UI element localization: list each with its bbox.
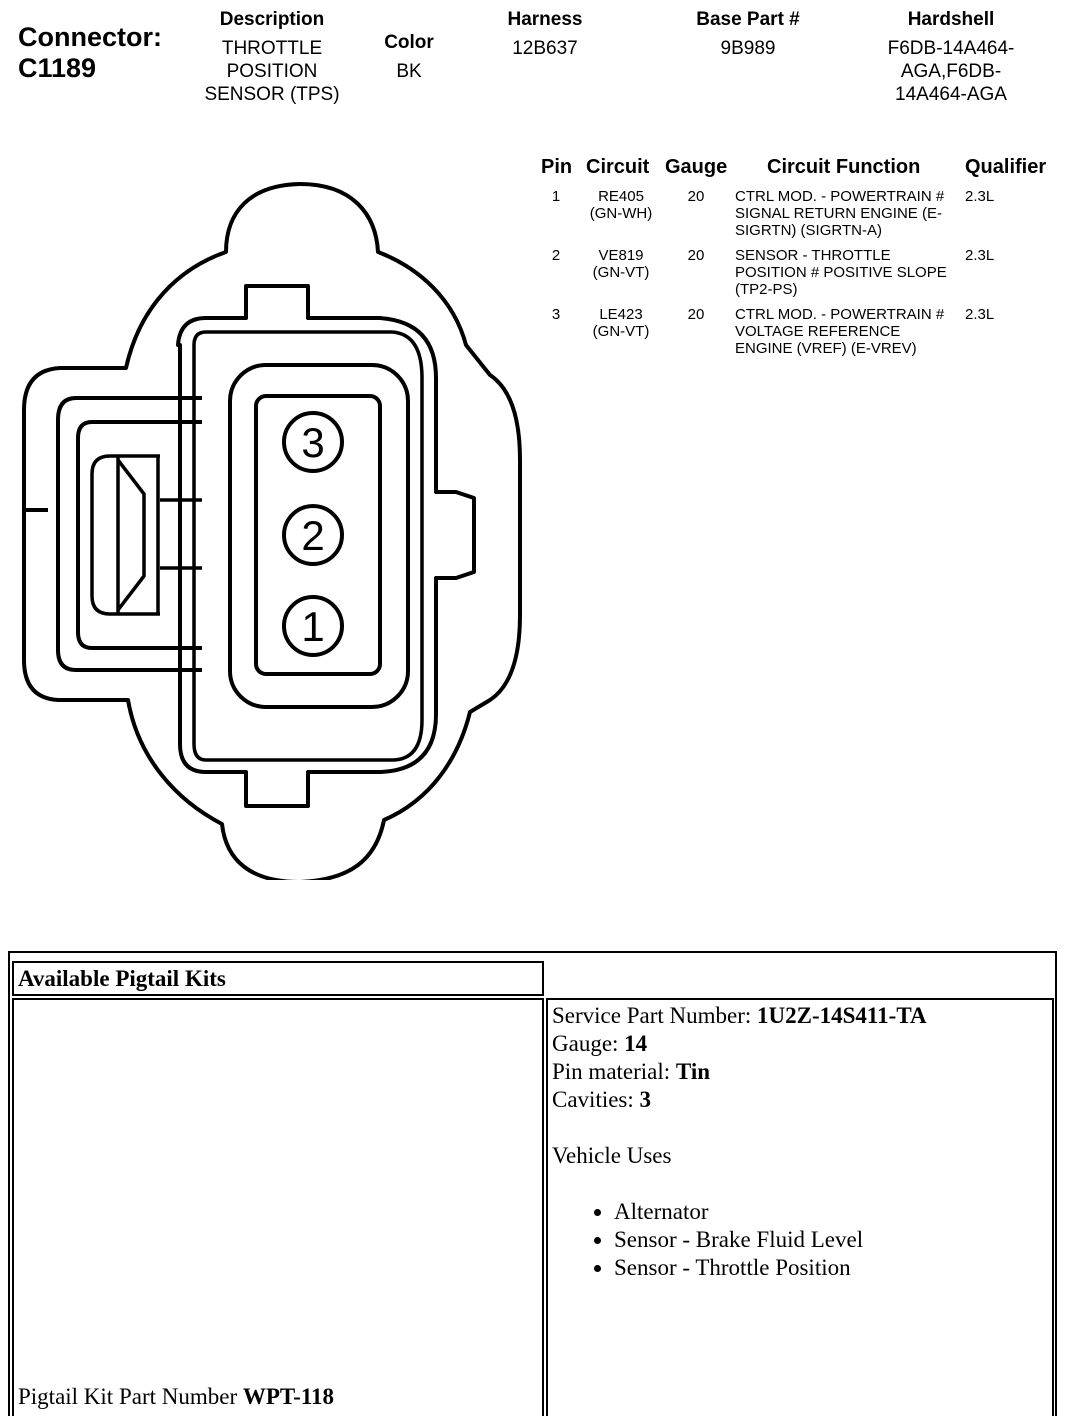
circuit-header: Circuit (586, 156, 650, 178)
base-part-header: Base Part # (696, 9, 800, 30)
function-line: (TP2-PS) (735, 281, 798, 298)
description-line: POSITION (226, 61, 318, 82)
description-line: THROTTLE (221, 38, 323, 59)
gauge-line (552, 1030, 1048, 1058)
pin-number: 3 (551, 306, 561, 323)
gauge-header: Gauge (665, 156, 728, 178)
harness-value: 12B637 (512, 38, 578, 59)
function-line: CTRL MOD. - POWERTRAIN # (735, 188, 945, 205)
hardshell-line: AGA,F6DB- (900, 61, 1002, 82)
qualifier-header: Qualifier (965, 156, 1047, 178)
description-line: SENSOR (TPS) (204, 84, 340, 105)
vehicle-use-item: • Sensor - Brake Fluid Level (614, 1226, 1048, 1254)
function-line: SIGNAL RETURN ENGINE (E- (735, 205, 942, 222)
function-line: SENSOR - THROTTLE (735, 247, 891, 264)
hardshell-line: F6DB-14A464- (887, 38, 1015, 59)
gauge-label: Gauge: (552, 1031, 619, 1056)
qualifier-cell: 2.3L (965, 188, 995, 205)
connector-id: C1189 (18, 53, 97, 83)
cavities-label: Cavities: (552, 1087, 634, 1112)
gauge-cell: 20 (687, 306, 705, 323)
circuit-id: RE405 (598, 188, 644, 205)
pigtail-kit-details (546, 998, 1054, 1416)
pin-label-2: 2 (301, 512, 325, 559)
pigtail-kit-image-cell (12, 998, 544, 1416)
function-cell (735, 188, 963, 239)
latch-tab (92, 456, 160, 614)
pin-row (536, 247, 1056, 298)
circuit-cell (576, 188, 666, 222)
circuit-cell (576, 247, 666, 281)
function-cell (735, 306, 963, 357)
kit-part-value: WPT-118 (242, 1384, 335, 1409)
cavities-line (552, 1086, 1048, 1114)
pin-material-line (552, 1058, 1048, 1086)
pin-header: Pin (541, 156, 573, 178)
circuit-cell (576, 306, 666, 340)
pin-label-1: 1 (301, 603, 325, 650)
pin-material-value: Tin (675, 1059, 711, 1084)
latch-ramp (118, 460, 144, 610)
circuit-id: VE819 (598, 247, 644, 264)
harness-column (480, 8, 610, 60)
circuit-id: LE423 (599, 306, 643, 323)
cavities-value: 3 (639, 1087, 652, 1112)
circuit-color: (GN-VT) (592, 323, 650, 340)
hardshell-line: 14A464-AGA (895, 84, 1007, 105)
pin-table (536, 156, 1056, 357)
circuit-color: (GN-WH) (589, 205, 653, 222)
gauge-value: 14 (624, 1031, 648, 1056)
color-column (364, 31, 454, 83)
description-column (182, 8, 362, 106)
vehicle-uses-label: Vehicle Uses (552, 1143, 672, 1168)
description-value (182, 37, 362, 106)
connector-face-diagram (0, 180, 530, 880)
kit-part-label: Pigtail Kit Part Number (18, 1384, 238, 1409)
function-line: CTRL MOD. - POWERTRAIN # (735, 306, 945, 323)
description-header: Description (219, 9, 325, 30)
service-part-value: 1U2Z-14S411-TA (757, 1003, 927, 1028)
function-line: VOLTAGE REFERENCE (735, 323, 901, 340)
pin-row (536, 306, 1056, 357)
hardshell-header: Hardshell (907, 9, 995, 30)
function-line: POSITION # POSITIVE SLOPE (735, 264, 947, 281)
pin-number: 1 (551, 188, 561, 205)
pin-row (536, 188, 1056, 239)
function-line: ENGINE (VREF) (E-VREV) (735, 340, 917, 357)
function-cell (735, 247, 963, 298)
gauge-cell: 20 (687, 188, 705, 205)
pigtail-kit-part-number (18, 1384, 334, 1410)
pigtail-kits-title: Available Pigtail Kits (12, 961, 544, 996)
vehicle-use-item: • Sensor - Throttle Position (614, 1254, 1048, 1282)
gauge-cell: 20 (687, 247, 705, 264)
base-part-column (673, 8, 823, 60)
connector-label: Connector: (18, 22, 162, 52)
circuit-color: (GN-VT) (592, 264, 650, 281)
color-header: Color (384, 32, 434, 53)
connector-title (18, 22, 162, 84)
pin-material-label: Pin material: (552, 1059, 671, 1084)
hardshell-value (864, 37, 1038, 106)
service-part-line (552, 1002, 1048, 1030)
function-header: Circuit Function (767, 156, 921, 178)
connector-outer-outline (24, 184, 520, 880)
pin-table-header (536, 156, 1056, 180)
vehicle-uses-list (552, 1198, 1048, 1282)
qualifier-cell: 2.3L (965, 247, 995, 264)
qualifier-cell: 2.3L (965, 306, 995, 323)
base-part-value: 9B989 (720, 38, 776, 59)
pin-number: 2 (551, 247, 561, 264)
vehicle-use-item: • Alternator (614, 1198, 1048, 1226)
function-line: SIGRTN) (SIGRTN-A) (735, 222, 882, 239)
harness-header: Harness (507, 9, 583, 30)
pin-label-3: 3 (301, 419, 325, 466)
service-part-label: Service Part Number: (552, 1003, 752, 1028)
color-value: BK (396, 61, 422, 82)
hardshell-column (864, 8, 1038, 106)
